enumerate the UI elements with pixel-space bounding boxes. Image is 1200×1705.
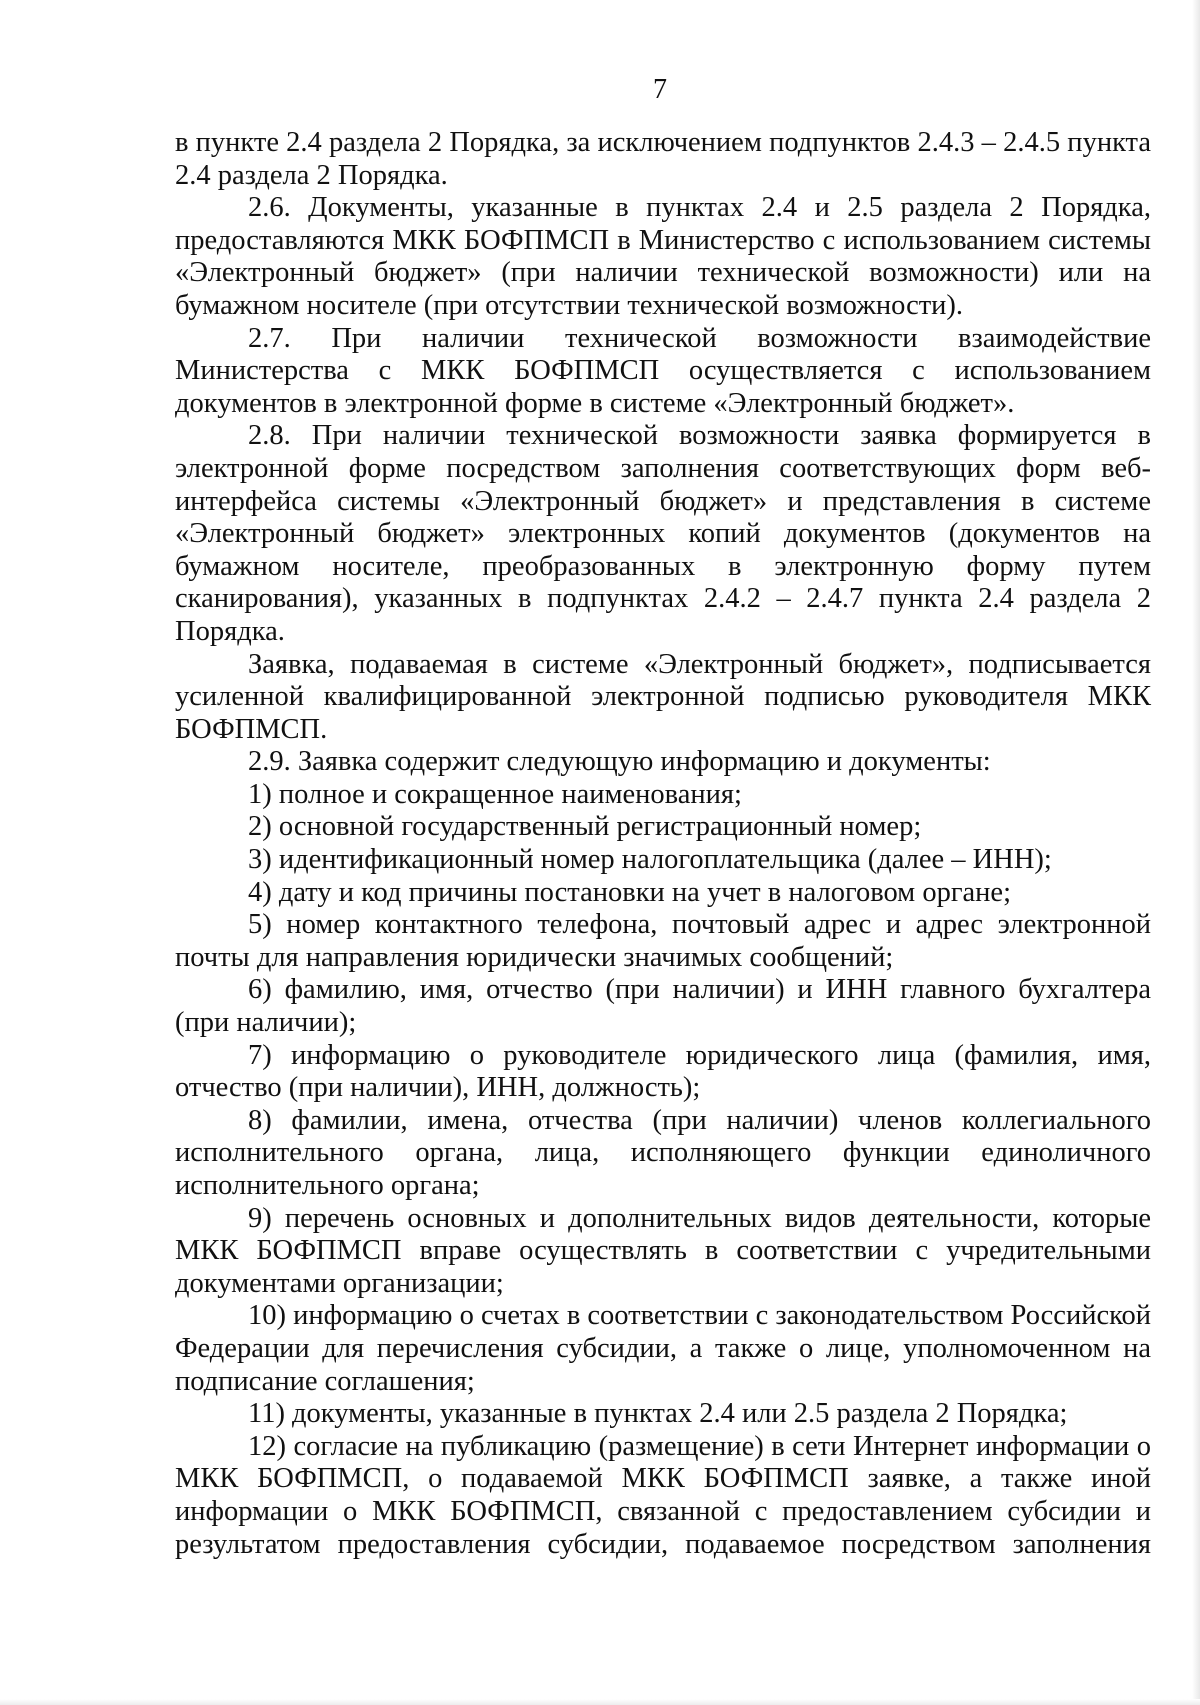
list-item-6: 6) фамилию, имя, отчество (при наличии) и ИНН главного бухгалтера (при наличии); bbox=[175, 974, 1151, 1039]
paragraph-2-7: 2.7. При наличии технической возможности взаимодействие Министерства с МКК БОФПМСП осуществляется с использованием документов в электронной форме в системе «Электронный бюджет». bbox=[175, 322, 1151, 419]
page-number: 7 bbox=[653, 74, 667, 105]
paragraph-2-8: 2.8. При наличии технической возможности заявка формируется в электронной форме посредством заполнения соответствующих форм веб-интерфейса системы «Электронный бюджет» и представления в системе «Электронный бюджет» электронных копий документов (документов на бумажном носителе, преобразованных в электронную форму путем сканирования), указанных в подпунктах 2.4.2 – 2.4.7 пункта 2.4 раздела 2 Порядка. bbox=[175, 420, 1151, 647]
scan-bottom-shadow bbox=[0, 1699, 1200, 1705]
list-item-4: 4) дату и код причины постановки на учет в налоговом органе; bbox=[248, 876, 1011, 908]
list-item-10: 10) информацию о счетах в соответствии с законодательством Российской Федерации для перечисления субсидии, а также о лице, уполномоченном на подписание соглашения; bbox=[175, 1300, 1152, 1397]
list-item-8: 8) фамилии, имена, отчества (при наличии) членов коллегиального исполнительного органа, лица, исполняющего функции единоличного исполнительного органа; bbox=[175, 1104, 1151, 1201]
scan-edge-shadow bbox=[1192, 0, 1200, 1705]
list-item-7: 7) информацию о руководителе юридического лица (фамилия, имя, отчество (при наличии), ИНН, должность); bbox=[175, 1039, 1151, 1104]
paragraph-continuation: в пункте 2.4 раздела 2 Порядка, за исключением подпунктов 2.4.3 – 2.4.5 пункта 2.4 раздела 2 Порядка. bbox=[175, 127, 1151, 191]
list-item-3: 3) идентификационный номер налогоплательщика (далее – ИНН); bbox=[248, 844, 1052, 876]
list-item-1: 1) полное и сокращенное наименования; bbox=[248, 778, 742, 810]
document-body bbox=[175, 127, 1151, 1561]
list-item-5: 5) номер контактного телефона, почтовый адрес и адрес электронной почты для направления юридически значимых сообщений; bbox=[175, 909, 1151, 973]
list-item-11: 11) документы, указанные в пунктах 2.4 или 2.5 раздела 2 Порядка; bbox=[248, 1398, 1068, 1430]
list-item-2: 2) основной государственный регистрационный номер; bbox=[248, 811, 922, 843]
list-item-9: 9) перечень основных и дополнительных видов деятельности, которые МКК БОФПМСП вправе осуществлять в соответствии с учредительными документами организации; bbox=[175, 1202, 1151, 1299]
paragraph-2-6: 2.6. Документы, указанные в пунктах 2.4 и 2.5 раздела 2 Порядка, предоставляются МКК БОФПМСП в Министерство с использованием системы «Электронный бюджет» (при наличии технической возможности) или на бумажном носителе (при отсутствии технической возможности). bbox=[175, 192, 1151, 321]
paragraph-2-9: 2.9. Заявка содержит следующую информацию и документы: bbox=[248, 746, 991, 778]
list-item-12: 12) согласие на публикацию (размещение) в сети Интернет информации о МКК БОФПМСП, о подаваемой МКК БОФПМСП заявке, а также иной информации о МКК БОФПМСП, связанной с предоставлением субсидии и результатом предоставления субсидии, подаваемое посредством заполнения bbox=[175, 1430, 1151, 1560]
paragraph-signature: Заявка, подаваемая в системе «Электронный бюджет», подписывается усиленной квалифицированной электронной подписью руководителя МКК БОФПМСП. bbox=[175, 648, 1151, 745]
